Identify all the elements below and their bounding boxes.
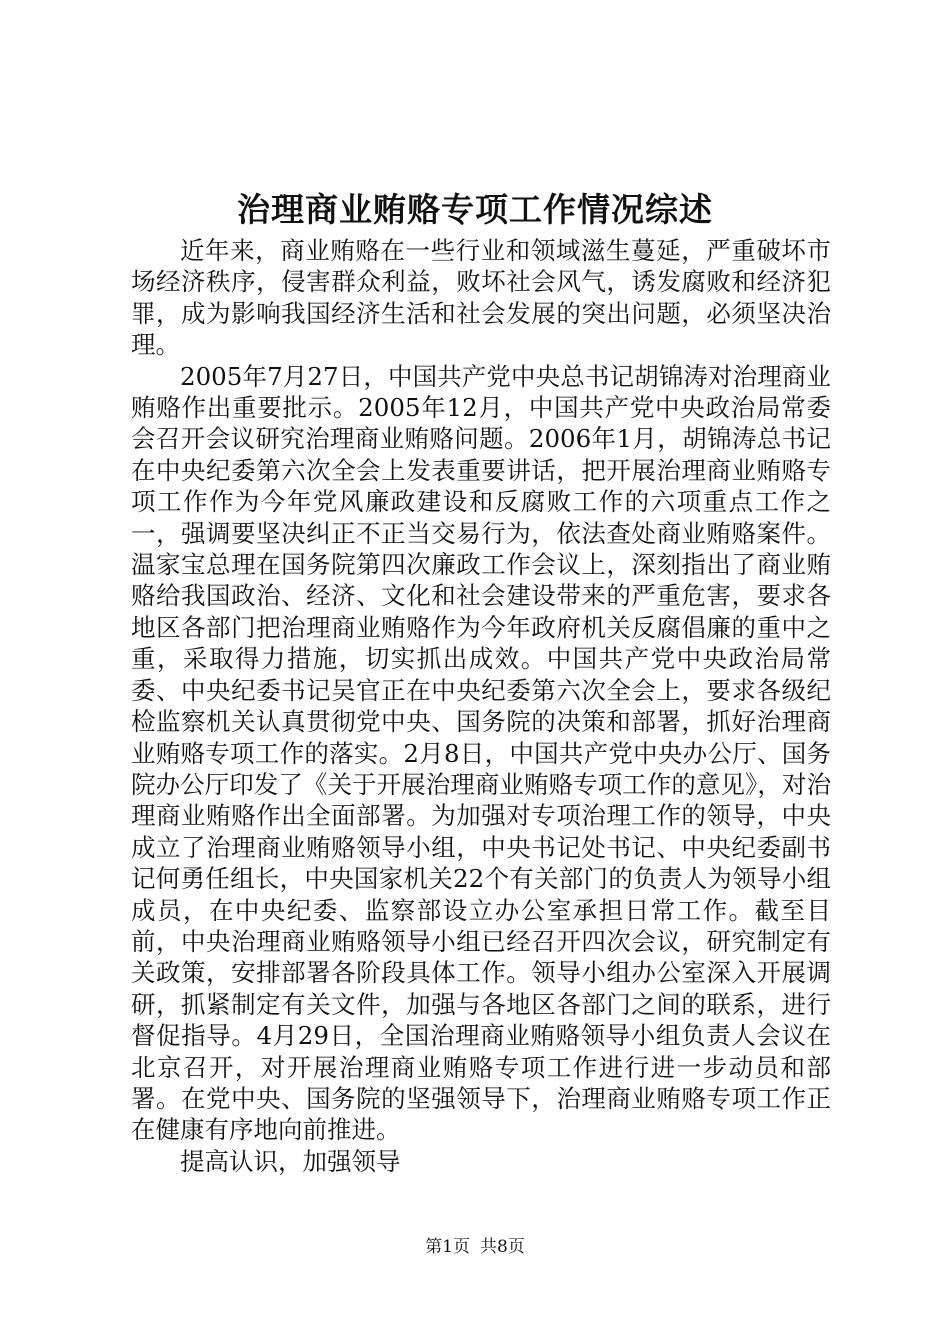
page-footer (0, 1235, 950, 1259)
page-number: 第1页 (425, 1237, 470, 1257)
document-title: 治理商业贿赂专项工作情况综述 (237, 190, 713, 229)
page-total: 共8页 (480, 1237, 525, 1257)
paragraph-intro: 近年来，商业贿赂在一些行业和领域滋生蔓延，严重破坏市场经济秩序，侵害群众利益，败坏社会风气，诱发腐败和经济犯罪，成为影响我国经济生活和社会发展的突出问题，必须坚决治理。 (131, 236, 831, 360)
document-body (131, 235, 831, 1177)
paragraph-history: 2005年7月27日，中国共产党中央总书记胡锦涛对治理商业贿赂作出重要批示。2005年12月，中国共产党中央政治局常委会召开会议研究治理商业贿赂问题。2006年1月，胡锦涛总书记在中央纪委第六次全会上发表重要讲话，把开展治理商业贿赂专项工作作为今年党风廉政建设和反腐败工作的六项重点工作之一，强调要坚决纠正不正当交易行为，依法查处商业贿赂案件。温家宝总理在国务院第四次廉政工作会议上，深刻指出了商业贿赂给我国政治、经济、文化和社会建设带来的严重危害，要求各地区各部门把治理商业贿赂作为今年政府机关反腐倡廉的重中之重，采取得力措施，切实抓出成效。中国共产党中央政治局常委、中央纪委书记吴官正在中央纪委第六次全会上，要求各级纪检监察机关认真贯彻党中央、国务院的决策和部署，抓好治理商业贿赂专项工作的落实。2月8日，中国共产党中央办公厅、国务院办公厅印发了《关于开展治理商业贿赂专项工作的意见》，对治理商业贿赂作出全面部署。为加强对专项治理工作的领导，中央成立了治理商业贿赂领导小组，中央书记处书记、中央纪委副书记何勇任组长，中央国家机关22个有关部门的负责人为领导小组成员，在中央纪委、监察部设立办公室承担日常工作。截至目前，中央治理商业贿赂领导小组已经召开四次会议，研究制定有关政策，安排部署各阶段具体工作。领导小组办公室深入开展调研，抓紧制定有关文件，加强与各地区各部门之间的联系，进行督促指导。4月29日，全国治理商业贿赂领导小组负责人会议在北京召开，对开展治理商业贿赂专项工作进行进一步动员和部署。在党中央、国务院的坚强领导下，治理商业贿赂专项工作正在健康有序地向前推进。 (131, 361, 831, 1145)
section-heading: 提高认识，加强领导 (180, 1146, 401, 1176)
